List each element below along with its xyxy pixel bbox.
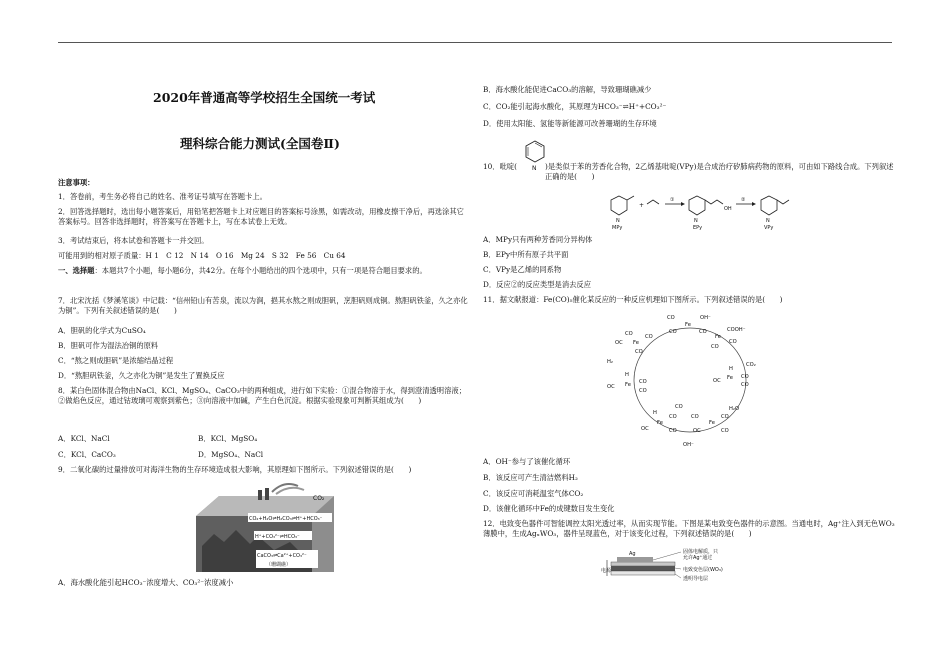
svg-text:OH⁻: OH⁻	[683, 442, 694, 448]
q9-stem: 9．二氧化碳的过量排放可对海洋生物的生存环境造成很大影响，其原理如下图所示。下列叙述错误的是( )	[58, 465, 412, 474]
svg-text:CO: CO	[667, 315, 675, 321]
svg-text:CO: CO	[645, 334, 653, 340]
fe-top: Fe	[685, 322, 691, 328]
svg-text:CO: CO	[639, 388, 647, 394]
svg-text:CO: CO	[691, 414, 699, 420]
q10-option-c: C．VPy是乙烯的同系物	[483, 265, 562, 274]
step-2-label: ②	[741, 197, 746, 203]
electrolyte-layer	[611, 562, 675, 566]
svg-text:OC: OC	[641, 426, 649, 432]
q9-option-c: C．CO₂能引起海水酸化，其原理为HCO₃⁻⇌H⁺+CO₃²⁻	[483, 102, 667, 111]
q11-option-c: C．该反应可消耗温室气体CO₂	[483, 489, 584, 498]
conductive-label: 透明导电层	[683, 576, 709, 582]
svg-text:CO₂: CO₂	[746, 362, 756, 368]
ag-label: Ag	[629, 551, 636, 557]
svg-text:CO: CO	[625, 331, 633, 337]
svg-text:N: N	[616, 218, 620, 224]
svg-text:CO: CO	[741, 382, 749, 388]
vpy-label: VPy	[764, 225, 774, 231]
step-1-label: ①	[670, 197, 675, 203]
wo3-layer	[611, 566, 675, 571]
svg-text:OH⁻: OH⁻	[700, 315, 711, 321]
q11-option-d: D．该催化循环中Fe的成键数目发生变化	[483, 504, 615, 513]
q9-eq2: H⁺+CO₃²⁻⇌HCO₃⁻	[255, 534, 300, 540]
pyridine-ring-icon	[523, 138, 547, 172]
q10-stem-start: 10．吡啶(	[483, 162, 518, 171]
svg-text:OC: OC	[615, 340, 623, 346]
q10-synthesis-scheme	[605, 190, 805, 230]
svg-text:CO: CO	[721, 414, 729, 420]
q9-ocean-figure	[194, 476, 334, 572]
q7-stem: 7．北宋沈括《梦溪笔谈》中记载：“信州铅山有苦泉，流以为涧，挹其水熬之则成胆矾，烹胆矾则成铜。熬胆矾铁釜，久之亦化为铜”。下列有关叙述错误的是( )	[58, 296, 468, 315]
plus-sign: +	[639, 202, 645, 209]
conductive-layer	[611, 571, 675, 575]
svg-text:H: H	[625, 372, 629, 378]
svg-text:N: N	[694, 218, 698, 224]
fe-left: Fe	[625, 382, 631, 388]
exam-title: 2020年普通高等学校招生全国统一考试	[153, 90, 376, 105]
section-1-text: ：本题共7个小题，每小题6分，共42分。在每个小题给出的四个选项中，只有一项是符合题目要求的。	[94, 266, 427, 275]
notice-item-3: 3．考试结束后，将本试卷和答题卡一并交回。	[58, 236, 209, 245]
svg-text:OH: OH	[724, 206, 732, 212]
notice-heading: 注意事项：	[58, 178, 95, 187]
q9-co2-label: CO₂	[313, 495, 325, 502]
q10-stem-end: )是类似于苯的芳香化合物，2乙烯基吡啶(VPy)是合成治疗矽肺病药物的原料，可由如下路线合成。下列叙述正确的是( )	[545, 162, 894, 181]
q9-eq3: CaCO₃⇌Ca²⁺+CO₃²⁻	[257, 553, 307, 559]
pyridine-n-label: N	[532, 165, 537, 172]
smoke-2	[276, 488, 304, 494]
q7-option-a: A．胆矾的化学式为CuSO₄	[58, 326, 146, 335]
q8-option-b: B．KCl、MgSO₄	[198, 434, 258, 443]
notice-item-2: 2．回答选择题时，选出每小题答案后，用铅笔把答题卡上对应题目的答案标号涂黑，如需改动，用橡皮擦干净后，再选涂其它答案标号。回答非选择题时，将答案写在答题卡上，写在本试卷上无效。	[58, 207, 464, 226]
q8-option-d: D．MgSO₄、NaCl	[198, 450, 264, 459]
electrolyte-label-2: 允许Ag⁺通过	[683, 555, 713, 561]
svg-text:OC: OC	[607, 384, 615, 390]
svg-text:CO: CO	[729, 339, 737, 345]
svg-text:CO: CO	[711, 344, 719, 350]
mpy-structure	[611, 196, 634, 231]
power-source-label: 电源	[601, 568, 612, 574]
svg-text:OC: OC	[713, 378, 721, 384]
q11-option-b: B．该反应可产生清洁燃料H₂	[483, 473, 578, 482]
q7-option-c: C．“熬之则成胆矾”是浓缩结晶过程	[58, 356, 174, 365]
svg-text:CO: CO	[669, 428, 677, 434]
fe-bottom-left: Fe	[657, 420, 663, 426]
section-1-intro	[58, 266, 470, 276]
q10-option-d: D．反应②的反应类型是消去反应	[483, 280, 592, 289]
svg-text:H₂: H₂	[607, 359, 613, 365]
q9-option-d: D．使用太阳能、氢能等新能源可改善珊瑚的生存环境	[483, 119, 657, 128]
svg-text:H: H	[729, 366, 733, 372]
svg-text:CO: CO	[635, 349, 643, 355]
q11-option-a: A．OH⁻参与了该催化循环	[483, 457, 571, 466]
svg-text:CO: CO	[639, 379, 647, 385]
svg-text:OC: OC	[693, 428, 701, 434]
svg-text:CO: CO	[721, 428, 729, 434]
q11-catalytic-cycle	[605, 306, 775, 454]
q9-option-a: A．海水酸化能引起HCO₃⁻浓度增大、CO₃²⁻浓度减小	[58, 578, 234, 587]
fe-right: Fe	[727, 375, 733, 381]
epy-structure	[689, 196, 732, 231]
q8-option-a: A．KCl、NaCl	[58, 434, 110, 443]
q8-stem: 8．某白色固体混合物由NaCl、KCl、MgSO₄、CaCO₃中的两种组成，进行如下实验：①混合物溶于水，得到澄清透明溶液；②做焰色反应，通过钴玻璃可观察到紫色；③向溶液中加碱，产生白色沉淀。根据实验现象可判断其组成为( )	[58, 386, 466, 405]
svg-text:CO: CO	[699, 329, 707, 335]
chimney-2	[265, 488, 269, 500]
q8-option-c: C．KCl、CaCO₃	[58, 450, 116, 459]
q7-option-d: D．“熬胆矾铁釜，久之亦化为铜”是发生了置换反应	[58, 371, 225, 380]
notice-item-1: 1．答卷前，考生务必将自己的姓名、准考证号填写在答题卡上。	[58, 192, 267, 201]
chimney-1	[258, 490, 262, 500]
svg-text:COOH⁻: COOH⁻	[727, 327, 746, 333]
q11-stem: 11．据文献报道：Fe(CO)₅催化某反应的一种反应机理如下图所示。下列叙述错误的是( )	[483, 295, 783, 304]
electrolyte-label: 固体电解质，只	[683, 549, 719, 555]
epy-label: EPy	[693, 225, 703, 231]
ag-layer	[617, 557, 653, 562]
q12-device-figure	[603, 548, 763, 588]
vpy-structure	[761, 196, 789, 231]
svg-text:N: N	[766, 218, 770, 224]
svg-text:CO: CO	[675, 404, 683, 410]
q12-stem: 12．电致变色器件可智能调控太阳光透过率，从而实现节能。下图是某电致变色器件的示意图。当通电时，Ag⁺注入到无色WO₃薄膜中，生成AgₓWO₃，器件呈现蓝色，对于该变化过程，下列叙述错误的是( )	[483, 519, 895, 538]
aldehyde-structure	[647, 200, 659, 204]
svg-text:CO: CO	[669, 414, 677, 420]
q7-option-b: B．胆矾可作为湿法冶铜的原料	[58, 341, 159, 350]
svg-text:H: H	[653, 410, 657, 416]
q9-coral-label: （珊瑚礁）	[266, 562, 292, 568]
exam-subtitle: 理科综合能力测试(全国卷Ⅱ)	[180, 136, 340, 151]
section-1-label: 一、选择题	[58, 266, 95, 275]
svg-text:CO: CO	[741, 374, 749, 380]
svg-text:CO: CO	[669, 329, 677, 335]
q10-option-a: A．MPy只有两种芳香同分异构体	[483, 235, 593, 244]
fe-upper-right: Fe	[715, 334, 721, 340]
top-rule	[58, 42, 892, 43]
fe-bottom-right: Fe	[709, 420, 715, 426]
wo3-label: 电致变色层(WO₃)	[683, 567, 723, 573]
atomic-masses: 可能用到的相对原子质量：H 1 C 12 N 14 O 16 Mg 24 S 32 Fe 56 Cu 64	[58, 251, 346, 260]
q9-option-b: B．海水酸化能促进CaCO₃的溶解，导致珊瑚礁减少	[483, 85, 652, 94]
fe-upper-left: Fe	[633, 340, 639, 346]
q9-eq1: CO₂+H₂O⇌H₂CO₃⇌H⁺+HCO₃⁻	[249, 516, 323, 522]
q10-option-b: B．EPy中所有原子共平面	[483, 250, 569, 259]
svg-text:H₂O: H₂O	[729, 406, 740, 412]
mpy-label: MPy	[612, 225, 623, 231]
